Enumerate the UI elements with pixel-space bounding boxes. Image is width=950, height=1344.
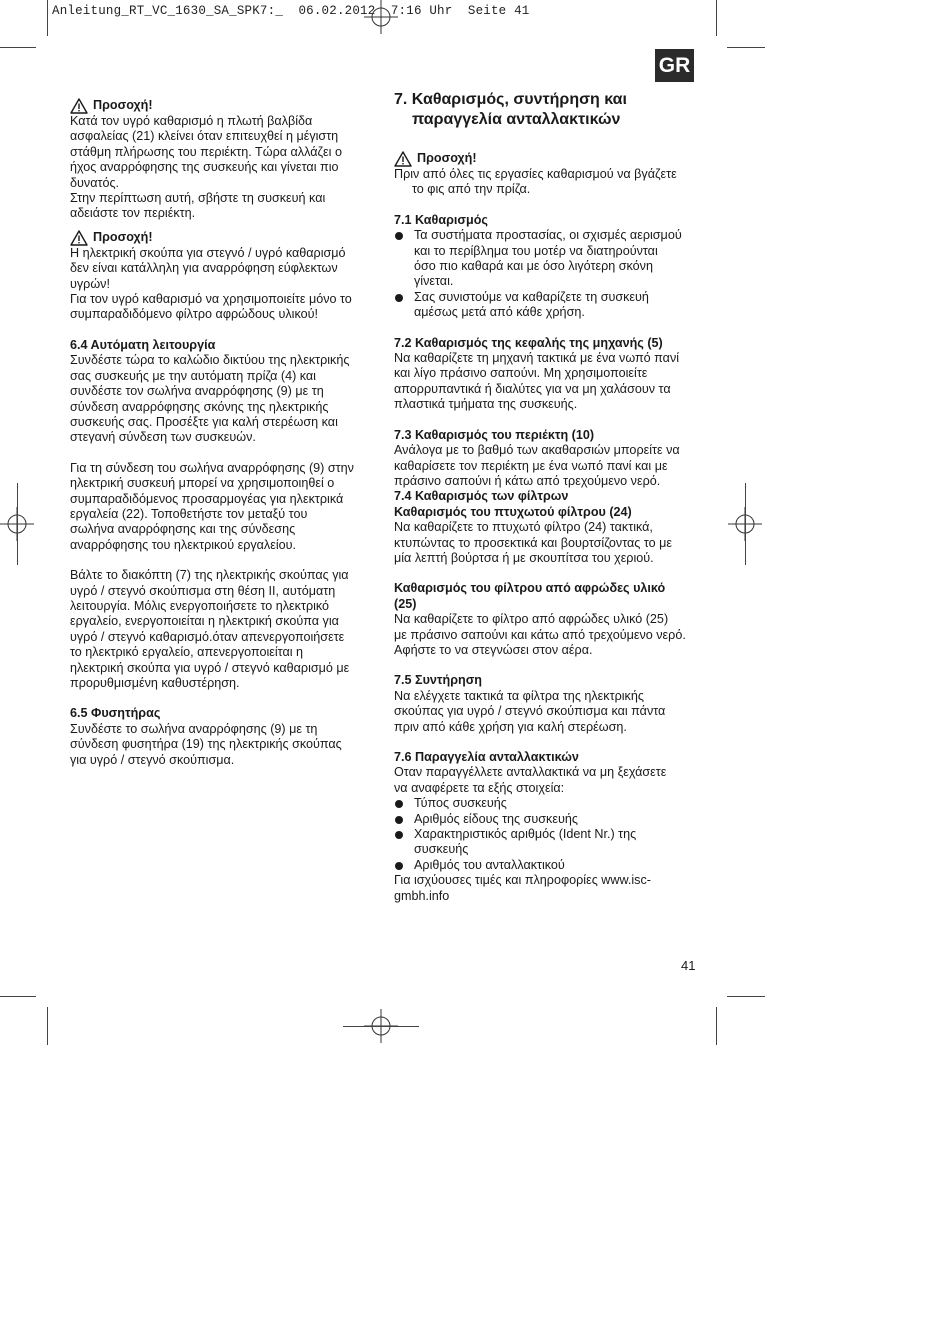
list-item — [394, 812, 704, 827]
subsection-heading: Καθαρισμός του πτυχωτού φίλτρου (24) — [394, 504, 632, 519]
text-line: Τύπος συσκευής — [414, 796, 507, 811]
text-line: συσκευής — [414, 842, 469, 857]
crop-mark-top-right-v — [716, 0, 717, 36]
text-line: Αριθμός είδους της συσκευής — [414, 811, 578, 826]
text-line: συνδέστε τον σωλήνα αναρρόφησης (9) με τη — [70, 384, 324, 399]
subsection-heading: (25) — [394, 596, 417, 611]
section-heading-7-3: 7.3 Καθαρισμός του περιέκτη (10) — [394, 427, 595, 442]
text-line: όσο πιο καθαρά και με όσο λιγότερη σκόνη — [414, 259, 653, 274]
text-line: ηλεκτρική συσκευή μπορεί να χρησιμοποιηθεί ο — [70, 476, 335, 491]
list-item — [394, 796, 704, 811]
text-line: ασφαλείας (21) κλείνει όταν επιτευχθεί η μέγιστη — [70, 129, 339, 144]
section-heading-7-2: 7.2 Καθαρισμός της κεφαλής της μηχανής (5) — [394, 335, 663, 350]
crop-mark-top-right-h — [727, 47, 765, 48]
section-heading-7-6: 7.6 Παραγγελία ανταλλακτικών — [394, 750, 579, 764]
text-line: Τα συστήματα προστασίας, οι σχισμές αερισμού — [414, 228, 682, 243]
text-line: Αριθμός του ανταλλακτικού — [414, 857, 565, 872]
left-column — [70, 98, 370, 768]
list-item — [394, 827, 704, 858]
crop-mark-bottom-right-v — [716, 1007, 717, 1045]
bullet-list — [394, 796, 704, 873]
text-line: Στην περίπτωση αυτή, σβήστε τη συσκευή και — [70, 191, 326, 206]
text-line: πλαστικά τμήματα της συσκευής. — [394, 397, 578, 412]
list-item — [394, 228, 704, 290]
crop-mark-bottom-left-h — [0, 996, 36, 997]
text-line: σκούπας για υγρό / στεγνό σκούπισμα και πάντα — [394, 704, 666, 719]
text-line: Πριν από όλες τις εργασίες καθαρισμού να βγάζετε — [394, 167, 677, 181]
text-line: συσκευής σας. Προσέξτε για καλή στερέωση και — [70, 414, 338, 429]
text-line: κτυπώντας το προσεκτικά και βουρτσίζοντας το με — [394, 535, 673, 550]
text-line: σύνδεση αναρρόφησης σκόνης της ηλεκτρικής — [70, 399, 329, 414]
text-line: Ανάλογα με το βαθμό των ακαθαρσιών μπορείτε να — [394, 443, 680, 458]
list-item — [394, 858, 704, 873]
warning-title: Προσοχή! — [417, 151, 477, 166]
warning-triangle-icon — [394, 151, 412, 167]
warning-heading — [70, 230, 370, 246]
text-line: Χαρακτηριστικός αριθμός (Ident Nr.) της — [414, 827, 637, 842]
text-line: προρυθμισμένη καθυστέρηση. — [70, 676, 240, 690]
text-line: υγρό / στεγνό καθαρισμό.όταν απενεργοποιήσετε — [70, 629, 345, 644]
text-line: να αναφέρετε τα εξής στοιχεία: — [394, 780, 565, 795]
text-line: το φις από την πρίζα. — [412, 182, 531, 197]
text-line: αδειάστε τον περιέκτη. — [70, 206, 196, 221]
text-line: Η ηλεκτρική σκούπα για στεγνό / υγρό καθαρισμό — [70, 245, 346, 260]
text-line: Αφήστε το να στεγνώσει στον αέρα. — [394, 642, 593, 657]
chapter-heading-line: 7. Καθαρισμός, συντήρηση και — [394, 91, 627, 108]
text-line: ηλεκτρική σκούπα για υγρό / στεγνό καθαρισμό με — [70, 660, 350, 675]
text-line: Για τον υγρό καθαρισμό να χρησιμοποιείτε μόνο το — [70, 292, 352, 307]
text-line: πριν από κάθε χρήση για καλή στερέωση. — [394, 719, 627, 734]
text-line: αναρρόφησης του ηλεκτρικού εργαλείου. — [70, 537, 297, 552]
warning-triangle-icon — [70, 98, 88, 114]
text-line: δυνατός. — [70, 175, 120, 190]
text-line: στάθμη πλήρωσης του περιέκτη. Τώρα αλλάζει ο — [70, 144, 342, 159]
text-line: το ηλεκτρικό εργαλείο, απενεργοποιείται η — [70, 645, 304, 660]
bullet-list — [394, 228, 704, 320]
side-mark-left — [17, 483, 18, 565]
text-line: Να καθαρίζετε το φίλτρο από αφρώδες υλικό (25) — [394, 612, 669, 627]
text-line: γίνεται. — [414, 274, 454, 289]
chapter-heading-line: παραγγελία ανταλλακτικών — [412, 111, 621, 128]
section-heading-6-4: 6.4 Αυτόματη λειτουργία — [70, 337, 216, 352]
warning-triangle-icon — [70, 230, 88, 246]
list-item — [394, 290, 704, 321]
text-line: με πράσινο σαπούνι και κάτω από τρεχούμενο νερό. — [394, 627, 686, 642]
text-line: Οταν παραγγέλλετε ανταλλακτικά να μη ξεχάσετε — [394, 765, 667, 780]
section-heading-7-4: 7.4 Καθαρισμός των φίλτρων — [394, 489, 569, 504]
text-line: για υγρό / στεγνό σκούπισμα. — [70, 752, 235, 767]
text-line: Να καθαρίζετε το πτυχωτό φίλτρο (24) τακτικά, — [394, 520, 653, 535]
crop-mark-top-left-v — [47, 0, 48, 36]
warning-heading — [394, 151, 704, 167]
text-line: gmbh.info — [394, 888, 450, 903]
section-heading-7-5: 7.5 Συντήρηση — [394, 673, 483, 688]
text-line: υγρών! — [70, 276, 110, 291]
text-line: εργαλεία (22). Τοποθετήστε τον μεταξύ του — [70, 506, 308, 521]
text-line: σωλήνα αναρρόφησης και της σύνδεσης — [70, 522, 296, 537]
section-heading-7-1: 7.1 Καθαρισμός — [394, 212, 488, 227]
text-line: Βάλτε το διακόπτη (7) της ηλεκτρικής σκούπας για — [70, 568, 349, 583]
text-line: Για τη σύνδεση του σωλήνα αναρρόφησης (9) στην — [70, 460, 354, 475]
side-mark-right — [745, 483, 746, 565]
text-line: σας συσκευής με την αυτόματη πρίζα (4) και — [70, 368, 316, 383]
text-line: λειτουργία. Μόλις ενεργοποιήσετε το ηλεκτρικό — [70, 598, 330, 613]
text-line: δεν είναι κατάλληλη για αναρρόφηση εύφλεκτων — [70, 261, 338, 276]
text-line: καθαρίσετε τον περιέκτη με ένα νωπό πανί και με — [394, 458, 668, 473]
text-line: ήχος αναρρόφησης της συσκευής και γίνεται πιο — [70, 160, 339, 175]
crop-mark-bottom-right-h — [727, 996, 765, 997]
text-line: Να καθαρίζετε τη μηχανή τακτικά με ένα νωπό πανί — [394, 351, 680, 366]
chapter-heading-7 — [394, 90, 704, 130]
crop-mark-bottom-left-v — [47, 1007, 48, 1045]
text-line: Κατά τον υγρό καθαρισμό η πλωτή βαλβίδα — [70, 114, 313, 128]
print-header-line: Anleitung_RT_VC_1630_SA_SPK7:_ 06.02.2012 7:16 Uhr Seite 41 — [52, 4, 530, 18]
text-line: και λίγο πράσινο σαπούνι. Μη χρησιμοποιείτε — [394, 366, 648, 381]
text-line: Για ισχύουσες τιμές και πληροφορίες www.isc- — [394, 873, 651, 888]
text-line: υγρό / στεγνό σκούπισμα στη θέση II, αυτόματη — [70, 583, 336, 598]
warning-title: Προσοχή! — [93, 230, 153, 245]
registration-mark-icon — [364, 0, 398, 34]
text-line: στεγανή σύνδεση των συσκευών. — [70, 430, 256, 445]
text-line: Σας συνιστούμε να καθαρίζετε τη συσκευή — [414, 289, 649, 304]
text-line: απορρυπαντικά ή διαλύτες για να μη χαλάσουν τα — [394, 381, 671, 396]
text-line: αμέσως μετά από κάθε χρήση. — [414, 305, 585, 320]
text-line: συμπαραδιδόμενος προσαρμογέας για ηλεκτρικά — [70, 491, 344, 506]
text-line: σύνδεση φυσητήρα (19) της ηλεκτρικής σκούπας — [70, 737, 342, 752]
language-badge: GR — [655, 49, 694, 82]
warning-heading — [70, 98, 370, 114]
text-line: συμπαραδιδόμενο φίλτρο αφρώδους υλικού! — [70, 307, 318, 322]
warning-title: Προσοχή! — [93, 98, 153, 113]
text-line: Συνδέστε το σωλήνα αναρρόφησης (9) με τη — [70, 721, 318, 736]
text-line: Συνδέστε τώρα το καλώδιο δικτύου της ηλεκτρικής — [70, 353, 350, 368]
page-number: 41 — [681, 958, 696, 973]
right-column — [394, 90, 704, 904]
text-line: μία λεπτή βούρτσα ή με σκουπίτσα του χεριού. — [394, 550, 654, 565]
bottom-center-mark-h — [343, 1026, 419, 1027]
crop-mark-top-left-h — [0, 47, 36, 48]
text-line: πράσινο σαπούνι ή κάτω από τρεχούμενο νερό. — [394, 473, 661, 488]
text-line: και το περίβλημα του μοτέρ να διατηρούνται — [414, 243, 658, 258]
subsection-heading: Καθαρισμός του φίλτρου από αφρώδες υλικό — [394, 581, 666, 596]
section-heading-6-5: 6.5 Φυσητήρας — [70, 706, 161, 721]
text-line: εργαλείο, ενεργοποιείται η ηλεκτρική σκούπα για — [70, 614, 339, 629]
text-line: Να ελέγχετε τακτικά τα φίλτρα της ηλεκτρικής — [394, 688, 644, 703]
